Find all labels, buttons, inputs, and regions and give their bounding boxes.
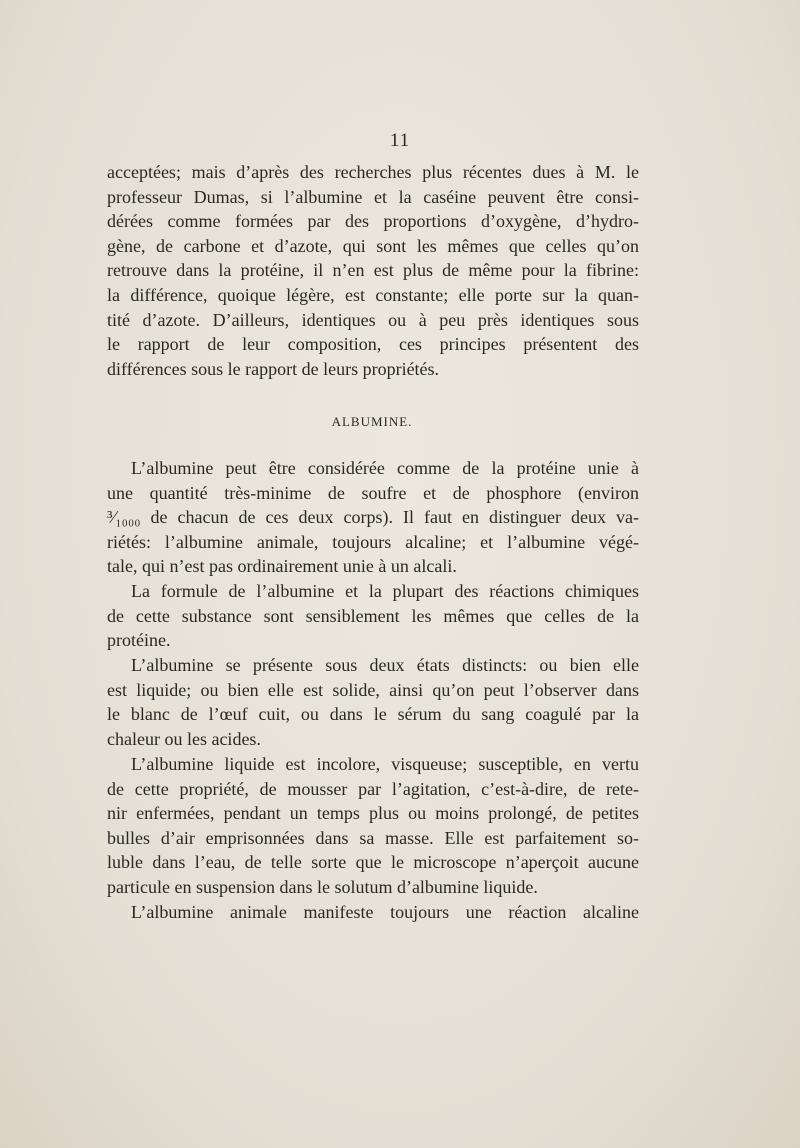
text-line: tale, qui n’est pas ordinairement unie à un alcali. bbox=[107, 556, 457, 577]
paragraph-3 bbox=[107, 653, 639, 751]
text-line: L’albumine liquide est incolore, visqueuse; susceptible, en vertu bbox=[131, 754, 639, 774]
text-line: L’albumine animale manifeste toujours une réaction alcaline bbox=[131, 902, 639, 922]
text-line: retrouve dans la protéine, il n’en est plus de même pour la fibrine: bbox=[107, 260, 639, 281]
text-line: le blanc de l’œuf cuit, ou dans le sérum du sang coagulé par la bbox=[107, 704, 639, 725]
text-line: protéine. bbox=[107, 630, 171, 651]
text-line: est liquide; ou bien elle est solide, ainsi qu’on peut l’observer dans bbox=[107, 679, 639, 700]
paragraph-1 bbox=[107, 456, 639, 579]
paragraph-2 bbox=[107, 579, 639, 653]
text-line: le rapport de leur composition, ces principes présentent des bbox=[107, 334, 639, 355]
text-line: ³⁄₁₀₀₀ de chacun de ces deux corps). Il faut en distinguer deux va- bbox=[107, 507, 639, 528]
text-line: particule en suspension dans le solutum d’albumine liquide. bbox=[107, 876, 538, 897]
text-line: de cette substance sont sensiblement les mêmes que celles de la bbox=[107, 605, 639, 626]
text-line: de cette propriété, de mousser par l’agitation, c’est-à-dire, de rete- bbox=[107, 778, 639, 799]
text-line: différences sous le rapport de leurs propriétés. bbox=[107, 358, 440, 379]
text-line: luble dans l’eau, de telle sorte que le microscope n’aperçoit aucune bbox=[107, 852, 639, 873]
text-line: professeur Dumas, si l’albumine et la caséine peuvent être consi- bbox=[107, 186, 639, 207]
text-line: dérées comme formées par des proportions d’oxygène, d’hydro- bbox=[107, 211, 639, 232]
text-line: nir enfermées, pendant un temps plus ou moins prolongé, de petites bbox=[107, 803, 639, 824]
text-line: une quantité très-minime de soufre et de phosphore (environ bbox=[107, 482, 639, 503]
section-heading: ALBUMINE. bbox=[331, 414, 413, 429]
text-line: bulles d’air emprisonnées dans sa masse. Elle est parfaitement so- bbox=[107, 827, 639, 848]
text-line: riétés: l’albumine animale, toujours alcaline; et l’albumine végé- bbox=[107, 531, 639, 552]
text-line: tité d’azote. D’ailleurs, identiques ou à peu près identiques sous bbox=[107, 309, 639, 330]
intro-paragraph bbox=[107, 160, 639, 381]
paragraph-4 bbox=[107, 752, 639, 900]
text-line: chaleur ou les acides. bbox=[107, 728, 261, 749]
paragraph-5 bbox=[107, 900, 639, 925]
text-line: La formule de l’albumine et la plupart des réactions chimiques bbox=[131, 581, 639, 601]
text-line: L’albumine peut être considérée comme de la protéine unie à bbox=[131, 458, 639, 478]
page-number: 11 bbox=[389, 130, 411, 151]
text-line: L’albumine se présente sous deux états distincts: ou bien elle bbox=[131, 655, 639, 675]
text-line: acceptées; mais d’après des recherches plus récentes dues à M. le bbox=[107, 162, 639, 182]
text-line: gène, de carbone et d’azote, qui sont les mêmes que celles qu’on bbox=[107, 235, 639, 256]
text-line: la différence, quoique légère, est constante; elle porte sur la quan- bbox=[107, 284, 639, 305]
